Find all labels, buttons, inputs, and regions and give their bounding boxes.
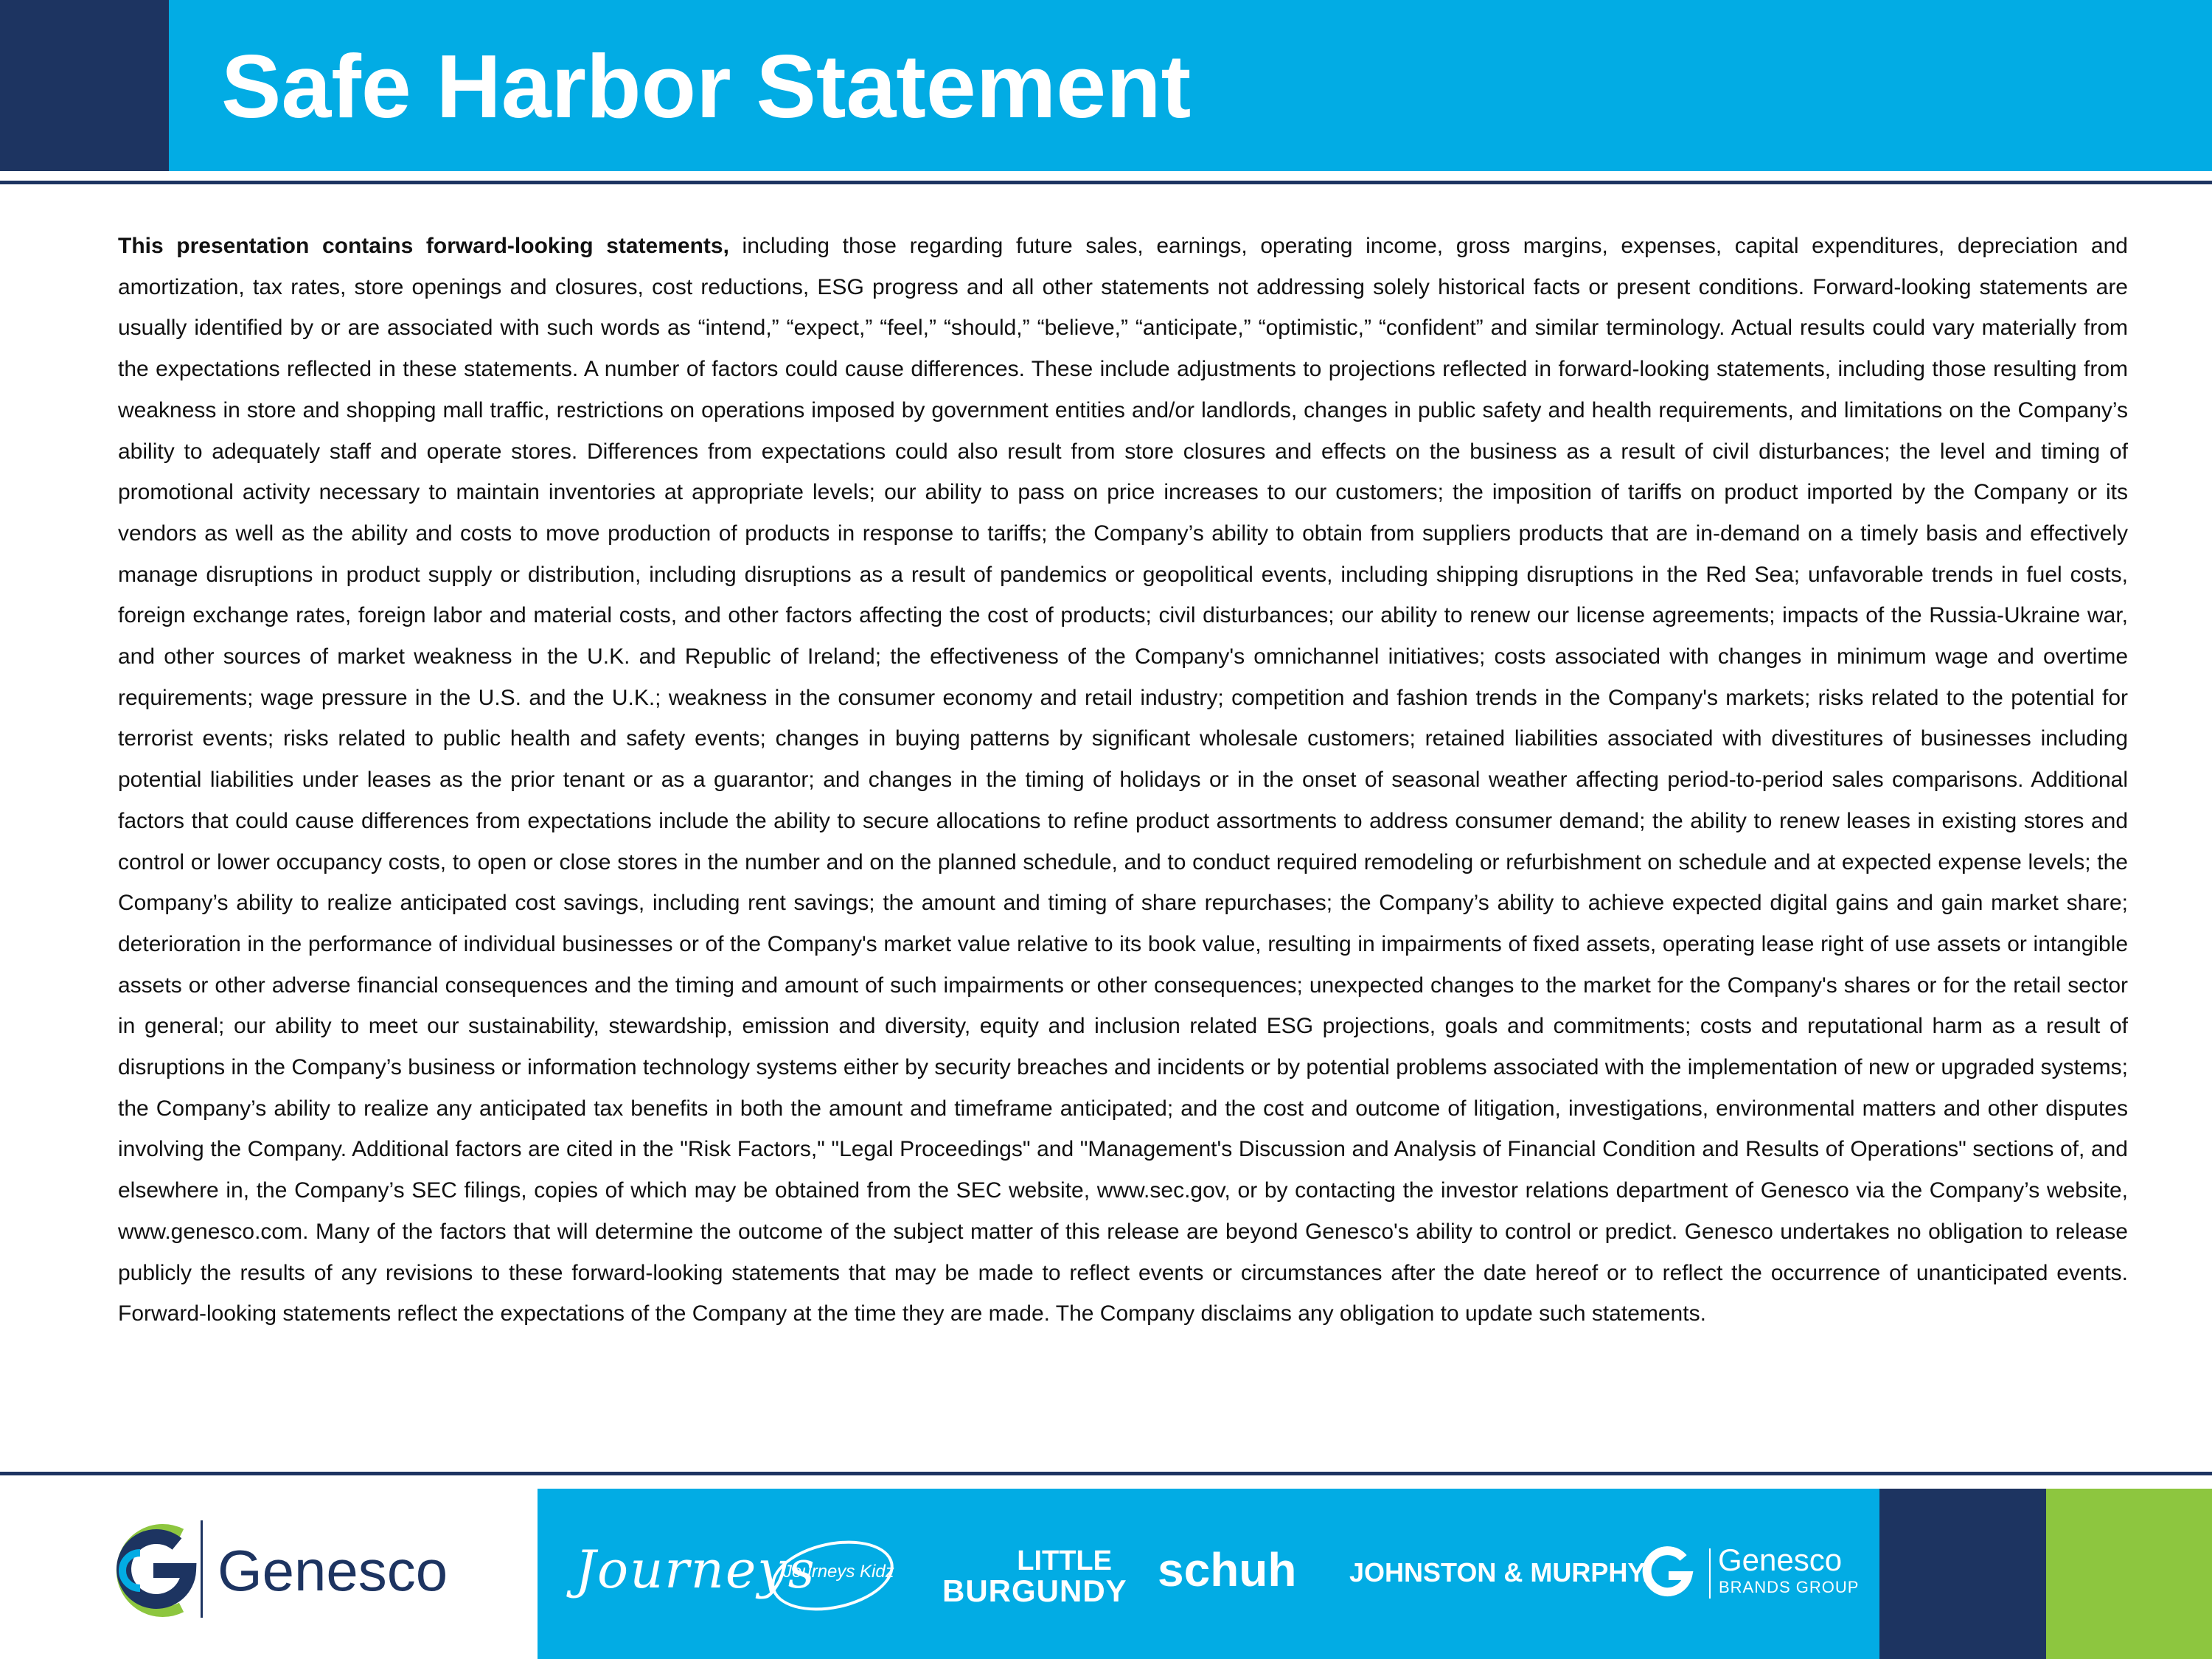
johnston-murphy-logo: JOHNSTON & MURPHY. bbox=[1349, 1557, 1650, 1587]
footer-divider bbox=[0, 1472, 2212, 1475]
gbg-divider bbox=[1709, 1548, 1711, 1599]
little-burgundy-line1: LITTLE bbox=[1017, 1545, 1112, 1576]
journeys-logo: Journeys bbox=[575, 1540, 816, 1600]
footer-dark-block bbox=[1879, 1489, 2046, 1659]
header-divider bbox=[0, 181, 2212, 184]
logo-divider bbox=[201, 1520, 203, 1618]
little-burgundy-logo bbox=[942, 1545, 1127, 1608]
schuh-logo: schuh bbox=[1158, 1543, 1297, 1596]
genesco-brands-group-icon bbox=[1641, 1546, 1694, 1599]
gbg-subtitle: BRANDS GROUP bbox=[1719, 1578, 1860, 1596]
gbg-name: Genesco bbox=[1718, 1543, 1843, 1577]
header-dark-block bbox=[0, 0, 169, 171]
genesco-wordmark: Genesco bbox=[218, 1538, 448, 1603]
footer-green-block bbox=[2046, 1489, 2212, 1659]
journeys-kidz-logo: Journeys Kidz bbox=[783, 1562, 894, 1582]
statement-text: including those regarding future sales, earnings, operating income, gross margins, expenses, capital expenditures, depreciation and amortization, tax rates, store openings and closures, cost reductions, ESG progress and all other statements not addressing solely historical facts or present conditions. Forward-looking statements are usually identified by or are associated with such words as “intend,” “expect,” “feel,” “should,” “believe,” “anticipate,” “optimistic,” “confident” and similar terminology. Actual results could vary materially from the expectations reflected in these statements. A number of factors could cause differences. These include adjustments to projections reflected in forward-looking statements, including those resulting from weakness in store and shopping mall traffic, restrictions on operations imposed by government entities and/or landlords, changes in public safety and health requirements, and limitations on the Company’s ability to adequately staff and operate stores. Differences from expectations could also result from store closures and effects on the business as a result of civil disturbances; the level and timing of promotional activity necessary to maintain inventories at appropriate levels; our ability to pass on price increases to our customers; the imposition of tariffs on product imported by the Company or its vendors as well as the ability and costs to move production of products in response to tariffs; the Company’s ability to obtain from suppliers products that are in-demand on a timely basis and effectively manage disruptions in product supply or distribution, including disruptions as a result of pandemics or geopolitical events, including shipping disruptions in the Red Sea; unfavorable trends in fuel costs, foreign exchange rates, foreign labor and material costs, and other factors affecting the cost of products; civil disturbances; our ability to renew our license agreements; impacts of the Russia-Ukraine war, and other sources of market weakness in the U.K. and Republic of Ireland; the effectiveness of the Company's omnichannel initiatives; costs associated with changes in minimum wage and overtime requirements; wage pressure in the U.S. and the U.K.; weakness in the consumer economy and retail industry; competition and fashion trends in the Company's markets; risks related to the potential for terrorist events; risks related to public health and safety events; changes in buying patterns by significant wholesale customers; retained liabilities associated with divestitures of businesses including potential liabilities under leases as the prior tenant or as a guarantor; and changes in the timing of holidays or in the onset of seasonal weather affecting period-to-period sales comparisons. Additional factors that could cause differences from expectations include the ability to secure allocations to refine product assortments to address consumer demand; the ability to renew leases in existing stores and control or lower occupancy costs, to open or close stores in the number and on the planned schedule, and to conduct required remodeling or refurbishment on schedule and at expected expense levels; the Company’s ability to realize anticipated cost savings, including rent savings; the amount and timing of share repurchases; the Company’s ability to achieve expected digital gains and gain market share; deterioration in the performance of individual businesses or of the Company's market value relative to its book value, resulting in impairments of fixed assets, operating lease right of use assets or intangible assets or other adverse financial consequences and the timing and amount of such impairments or other consequences; unexpected changes to the market for the Company's shares or for the retail sector in general; our ability to meet our sustainability, stewardship, emission and diversity, equity and inclusion related ESG projections, goals and commitments; costs and reputational harm as a result of disruptions in the Company’s business or information technology systems either by security breaches and incidents or by potential problems associated with the implementation of new or upgraded systems; the Company’s ability to realize any anticipated tax benefits in both the amount and timeframe anticipated; and the cost and outcome of litigation, investigations, environmental matters and other disputes involving the Company. Additional factors are cited in the "Risk Factors," "Legal Proceedings" and "Management's Discussion and Analysis of Financial Condition and Results of Operations" sections of, and elsewhere in, the Company’s SEC filings, copies of which may be obtained from the SEC website, www.sec.gov, or by contacting the investor relations department of Genesco via the Company’s website, www.genesco.com. Many of the factors that will determine the outcome of the subject matter of this release are beyond Genesco's ability to control or predict. Genesco undertakes no obligation to release publicly the results of any revisions to these forward-looking statements that may be made to reflect events or circumstances after the date hereof or to reflect the occurrence of unanticipated events. Forward-looking statements reflect the expectations of the Company at the time they are made. The Company disclaims any obligation to update such statements. bbox=[118, 234, 2128, 1326]
little-burgundy-line2: BURGUNDY bbox=[942, 1573, 1127, 1608]
lead-sentence: This presentation contains forward-looking statements, bbox=[118, 234, 729, 258]
safe-harbor-paragraph bbox=[118, 226, 2128, 1335]
page-title: Safe Harbor Statement bbox=[221, 36, 1192, 136]
